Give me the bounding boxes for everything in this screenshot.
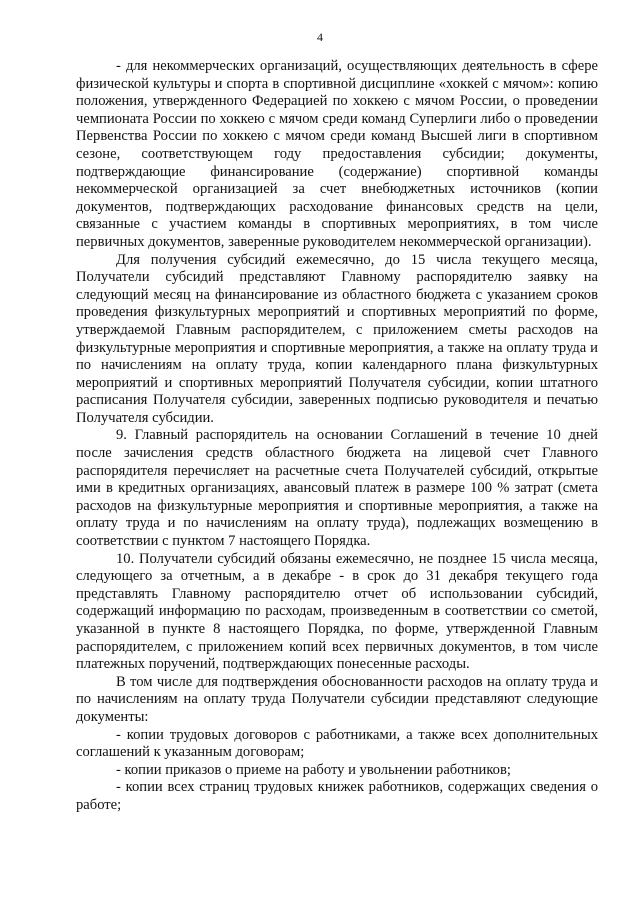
document-body [76, 58, 598, 815]
list-item-work-books: - копии всех страниц трудовых книжек работников, содержащих сведения о работе; [76, 779, 598, 813]
paragraph-hockey-documents: - для некоммерческих организаций, осуществляющих деятельность в сфере физической культуры и спорта в спортивной дисциплине «хоккей с мячом»: копию положения, утвержденного Федерацией по хоккею с мячом России, о проведении чемпионата России по хоккею с мячом среди команд Суперлиги либо о проведении Первенства России по хоккею с мячом среди команд Высшей лиги в спортивном сезоне, соответствующем году предоставления субсидии; документы, подтверждающие финансирование (содержание) спортивной команды некоммерческой организацией за счет внебюджетных источников (копии документов, подтверждающих расходование финансовых средств на цели, связанные с участием команды в спортивных мероприятиях, в том числе первичных документов, заверенные руководителем некоммерческой организации). [76, 58, 598, 250]
paragraph-item-9: 9. Главный распорядитель на основании Соглашений в течение 10 дней после зачисления средств областного бюджета на лицевой счет Главного распорядителя перечисляет на расчетные счета Получателей субсидий, открытые ими в кредитных организациях, авансовый платеж в размере 100 % затрат (смета расходов на физкультурные мероприятия и спортивные мероприятия, а также на оплату труда и по начислениям на оплату труда), подлежащих возмещению в соответствии с пунктом 7 настоящего Порядка. [76, 427, 598, 550]
page-number: 4 [317, 30, 323, 44]
paragraph-supporting-documents: В том числе для подтверждения обоснованности расходов на оплату труда и по начислениям на оплату труда Получатели субсидии представляют следующие документы: [76, 673, 598, 725]
list-item-hiring-orders: - копии приказов о приеме на работу и увольнении работников; [116, 761, 511, 778]
paragraph-monthly-application: Для получения субсидий ежемесячно, до 15 числа текущего месяца, Получатели субсидий представляют Главному распорядителю заявку на следующий месяц на финансирование из областного бюджета с указанием сроков проведения физкультурных мероприятий и спортивных мероприятий по форме, утверждаемой Главным распорядителем, с приложением сметы расходов на физкультурные мероприятия и спортивные мероприятия, а также на оплату труда и по начислениям на оплату труда, копии календарного плана физкультурных мероприятий и спортивных мероприятий Получателя субсидии, копии штатного расписания Получателя субсидии, заверенных подписью руководителя и печатью Получателя субсидии. [76, 251, 598, 426]
list-item-employment-contracts: - копии трудовых договоров с работниками, а также всех дополнительных соглашений к указанным договорам; [76, 726, 598, 761]
paragraph-item-10: 10. Получатели субсидий обязаны ежемесячно, не позднее 15 числа месяца, следующего за отчетным, а в декабре - в срок до 31 декабря текущего года представлять Главному распорядителю отчет об использовании субсидий, содержащий информацию по расходам, произведенным в соответствии со сметой, указанной в пункте 8 настоящего Порядка, по форме, утвержденной Главным распорядителем, с приложением копий всех первичных документов, в том числе платежных поручений, подтверждающих понесенные расходы. [76, 550, 598, 673]
